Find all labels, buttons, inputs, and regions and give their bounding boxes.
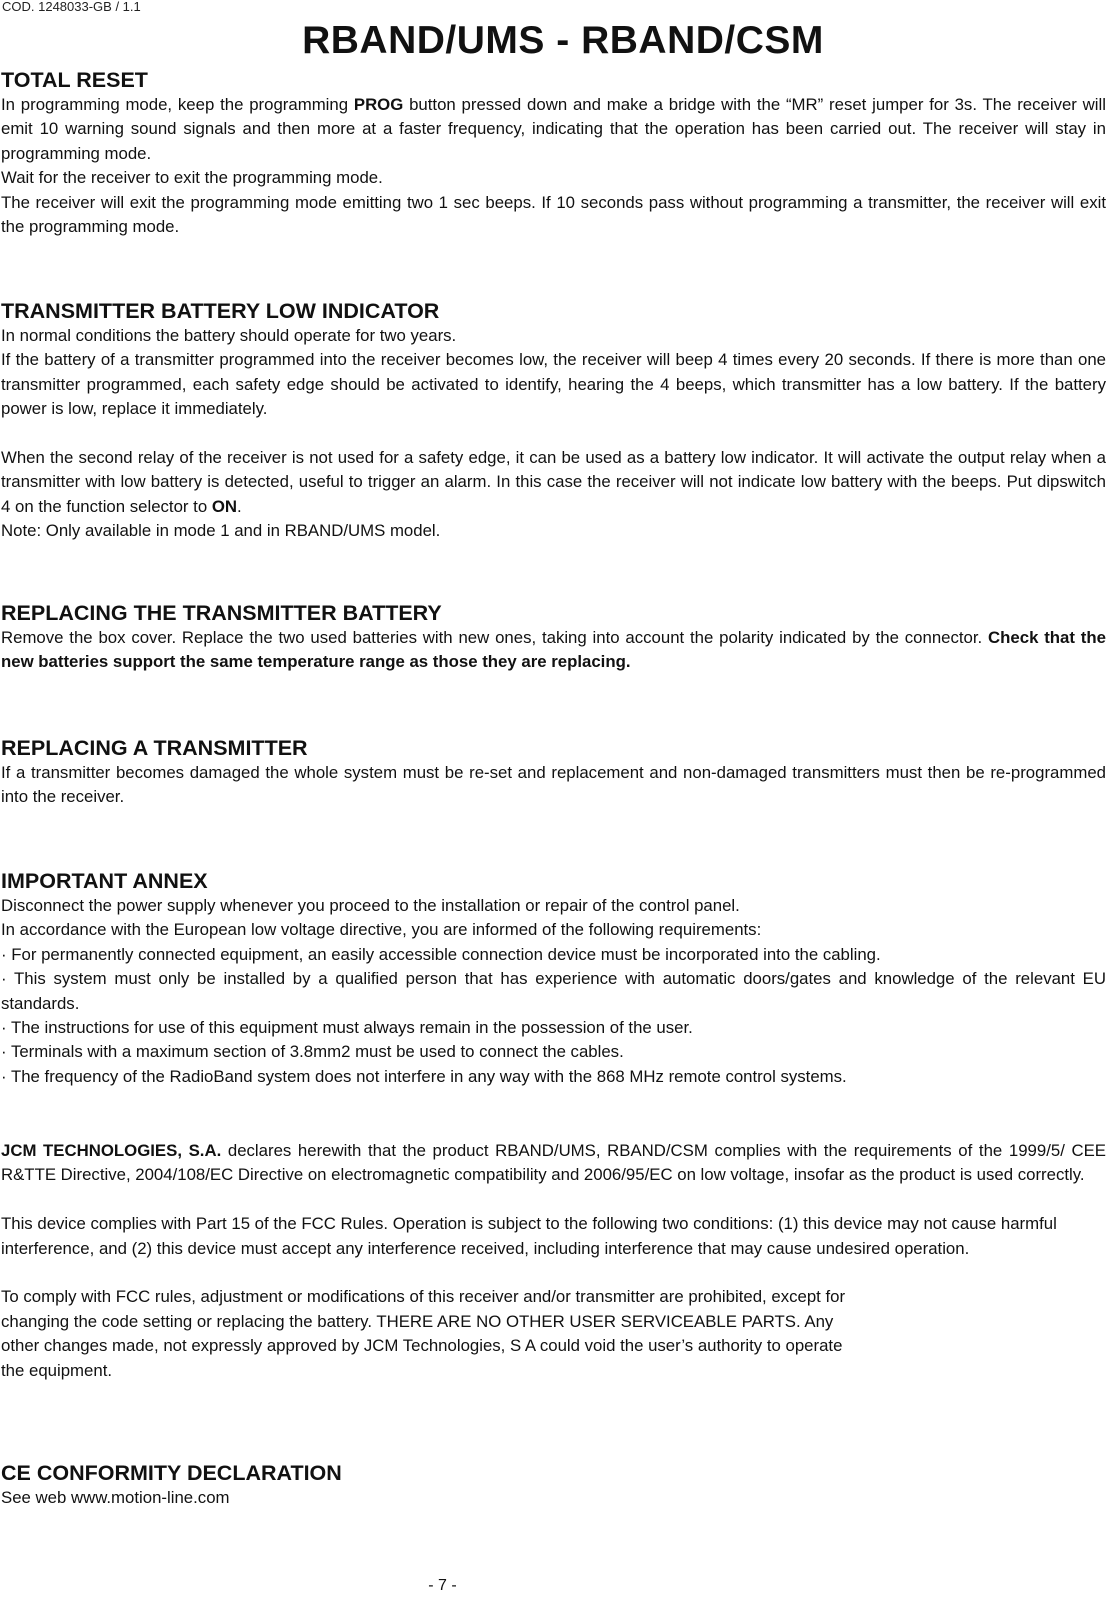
bold-text: ON — [211, 496, 238, 516]
paragraph: See web www.motion-line.com — [1, 1488, 230, 1507]
fcc-line: changing the code setting or replacing the battery. THERE ARE NO OTHER USER SERVICEABLE PARTS. Any — [1, 1311, 834, 1331]
fcc-line: the equipment. — [1, 1360, 113, 1380]
annex-line: · For permanently connected equipment, an easily accessible connection device must be incorporated into the cabling. — [1, 944, 881, 964]
text-run: In programming mode, keep the programming — [1, 95, 354, 114]
section-replacing-transmitter — [1, 735, 1106, 810]
annex-line: · Terminals with a maximum section of 3.8mm2 must be used to connect the cables. — [1, 1042, 624, 1062]
annex-line: Disconnect the power supply whenever you proceed to the installation or repair of the control panel. — [1, 896, 740, 915]
text-run: When the second relay of the receiver is not used for a safety edge, it can be used as a battery low indicator. It will activate the output relay when a transmitter with low battery is detected, useful to trigger an alarm. In this case the receiver will not indicate low battery with the beeps. Put dipswitch 4 on the function selector to — [1, 448, 1106, 516]
text-run: declares herewith that the product RBAND/UMS, RBAND/CSM complies with the requirements of the 1999/5/ CEE R&TTE Directive, 2004/108/EC Directive on electromagnetic compatibility and 2006/95/EC on low voltage, insofar as the product is used correctly. — [1, 1141, 1106, 1185]
section-total-reset — [1, 67, 1106, 239]
paragraph — [1, 93, 1106, 166]
paragraph: The receiver will exit the programming mode emitting two 1 sec beeps. If 10 seconds pass without programming a transmitter, the receiver will exit the programming mode. — [1, 192, 1106, 237]
section-replacing-battery — [1, 600, 1106, 675]
page-title: RBAND/UMS - RBAND/CSM — [302, 19, 824, 62]
paragraph: Note: Only available in mode 1 and in RBAND/UMS model. — [1, 521, 441, 541]
section-battery-low — [1, 298, 1106, 544]
section-heading: TOTAL RESET — [1, 68, 148, 92]
section-heading: TRANSMITTER BATTERY LOW INDICATOR — [1, 299, 440, 323]
section-important-annex — [1, 868, 1106, 1089]
text-run: Remove the box cover. Replace the two used batteries with new ones, taking into account the polarity indicated by the connector. — [1, 628, 989, 647]
bold-text: PROG — [353, 95, 404, 114]
paragraph — [1, 446, 1106, 519]
page-number: - 7 - — [428, 1577, 457, 1594]
section-heading: CE CONFORMITY DECLARATION — [1, 1461, 342, 1485]
fcc-line: other changes made, not expressly approved by JCM Technologies, S A could void the user’s authority to operate — [1, 1336, 843, 1356]
paragraph — [1, 1139, 1106, 1188]
fcc-line: To comply with FCC rules, adjustment or modifications of this receiver and/or transmitter are prohibited, except for — [1, 1287, 846, 1307]
text-run: button pressed down and make a bridge with the “MR” reset jumper for 3s. The receiver will emit 10 warning sound signals and then more at a faster frequency, indicating that the operation has been carried out. The receiver will stay in programming mode. — [1, 95, 1106, 163]
paragraph: If the battery of a transmitter programmed into the receiver becomes low, the receiver will beep 4 times every 20 seconds. If there is more than one transmitter programmed, each safety edge should be activated to identify, hearing the 4 beeps, which transmitter has a low battery. If the battery power is low, replace it immediately. — [1, 350, 1106, 419]
section-heading: IMPORTANT ANNEX — [1, 869, 208, 893]
annex-line: · This system must only be installed by a qualified person that has experience with automatic doors/gates and knowledge of the relevant EU standards. — [1, 969, 1106, 1013]
paragraph — [1, 626, 1106, 675]
paragraph: This device complies with Part 15 of the FCC Rules. Operation is subject to the following two conditions: (1) this device may not cause harmful interference, and (2) this device must accept any interference received, including interference that may cause undesired operation. — [1, 1214, 1057, 1258]
bold-text: Check that the new batteries support the same temperature range as those they are replacing. — [1, 628, 1106, 672]
section-heading: REPLACING THE TRANSMITTER BATTERY — [1, 601, 442, 625]
paragraph: If a transmitter becomes damaged the whole system must be re-set and replacement and non-damaged transmitters must then be re-programmed into the receiver. — [1, 763, 1106, 807]
section-ce-declaration — [1, 1460, 1106, 1510]
company-name: JCM TECHNOLOGIES, S.A. — [1, 1141, 222, 1160]
paragraph: In normal conditions the battery should operate for two years. — [1, 326, 457, 345]
annex-line: · The instructions for use of this equipment must always remain in the possession of the user. — [1, 1018, 693, 1038]
annex-line: · The frequency of the RadioBand system does not interfere in any way with the 868 MHz remote control systems. — [1, 1066, 847, 1086]
document-code: COD. 1248033-GB / 1.1 — [2, 0, 141, 14]
section-declaration — [1, 1139, 1106, 1383]
text-run: . — [237, 496, 242, 516]
annex-line: In accordance with the European low voltage directive, you are informed of the following requirements: — [1, 920, 762, 940]
section-heading: REPLACING A TRANSMITTER — [1, 736, 308, 760]
paragraph: Wait for the receiver to exit the programming mode. — [1, 168, 383, 188]
